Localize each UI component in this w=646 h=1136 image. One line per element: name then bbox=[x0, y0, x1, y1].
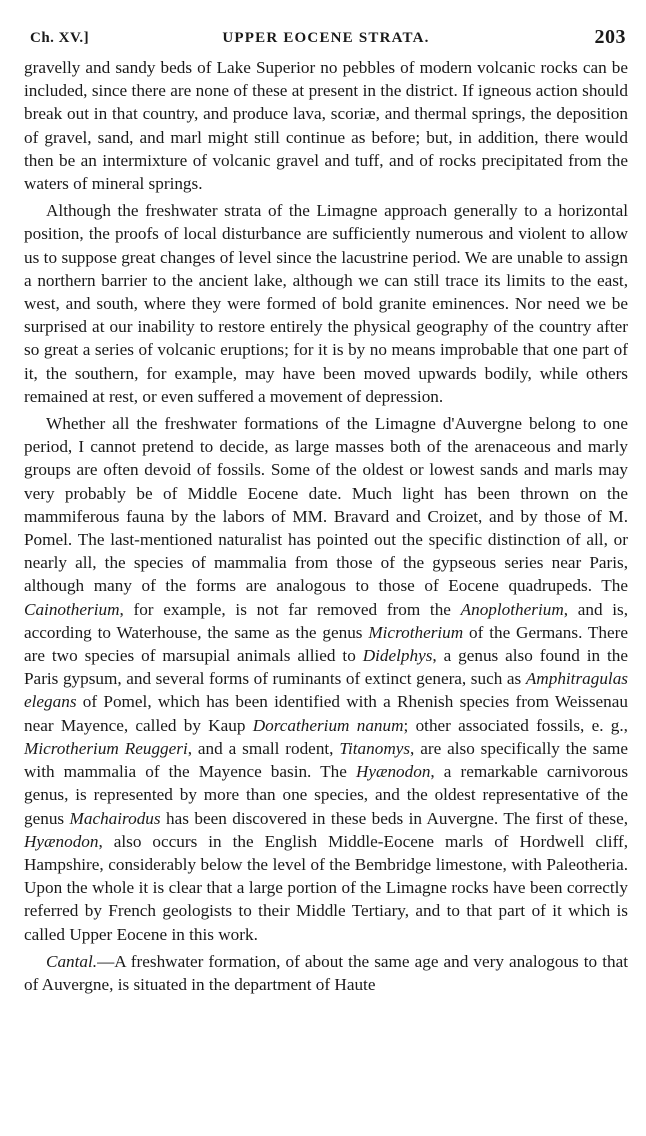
text-run: , and a small rodent, bbox=[187, 738, 340, 758]
text-run: Although the freshwater strata of the Limagne approach generally to a horizontal position, the proofs of local disturbance are sufficiently numerous and violent to allow us to suppose great changes of level since the lacustrine period. We are unable to assign a northern barrier to the ancient lake, although we can still trace its limits to the east, west, and south, where they were formed of bold granite eminences. Nor need we be surprised at our inability to restore entirely the physical geography of the country after so great a series of volcanic eruptions; for it is by no means improbable that one part of it, the southern, for example, may have been moved upwards bodily, while others remained at rest, or even suffered a movement of depression. bbox=[24, 201, 628, 406]
italic-term: Titanomys bbox=[339, 738, 411, 758]
text-run: , a remarkable carnivorous genus, is represented by more than one species, and the oldest representative of the genus bbox=[24, 762, 629, 828]
chapter-label: Ch. XV.] bbox=[30, 30, 90, 46]
italic-term: Cainotherium bbox=[24, 599, 120, 619]
text-run: —A freshwater formation, of about the same age and very analogous to that of Auvergne, is situated in the department of Haute bbox=[24, 951, 628, 994]
italic-term: Microtherium Reuggeri bbox=[24, 738, 188, 758]
text-run: of the Germans. There are two species of marsupial animals allied to bbox=[24, 622, 629, 666]
text-run: , a genus also found in the Paris gypsum, and several forms of ruminants of extinct genera, such as bbox=[24, 646, 628, 689]
text-run: has been discovered in these beds in Auvergne. The first of these, bbox=[160, 808, 628, 828]
paragraph-1 bbox=[24, 56, 628, 195]
italic-term: Hyænodon bbox=[355, 762, 431, 782]
text-run: , are also specifically the same with mammalia of the Mayence basin. The bbox=[24, 738, 628, 782]
running-title: UPPER EOCENE STRATA. bbox=[222, 30, 430, 46]
text-run: ; other associated fossils, e. g., bbox=[403, 715, 628, 735]
italic-term: Anoplotherium bbox=[460, 599, 564, 619]
italic-term: Cantal. bbox=[46, 951, 98, 971]
italic-term: Dorcatherium nanum bbox=[252, 715, 404, 735]
italic-term: Hyænodon bbox=[24, 831, 99, 851]
text-run: gravelly and sandy beds of Lake Superior no pebbles of modern volcanic rocks can be included, since there are none of these at present in the district. If igneous action should break out in that country, and produce lava, scoriæ, and thermal springs, the deposition of gravel, sand, and marl might still continue as before; but, in addition, there would then be an intermixture of volcanic gravel and tuff, and of rocks precipitated from the waters of mineral springs. bbox=[24, 58, 628, 194]
italic-term: Machairodus bbox=[69, 808, 161, 828]
paragraph-4 bbox=[24, 950, 628, 996]
text-run: , for example, is not far removed from the bbox=[119, 599, 461, 619]
paragraph-3 bbox=[24, 412, 628, 946]
page-number: 203 bbox=[594, 26, 626, 48]
book-page bbox=[24, 22, 628, 1000]
italic-term: Didelphys bbox=[362, 646, 433, 666]
text-run: Whether all the freshwater formations of the Limagne d'Auvergne belong to one period, I cannot pretend to decide, as large masses both of the arenaceous and marly groups are often devoid of fossils. Some of the oldest or lowest sands and marls may very probably be of Middle Eocene date. Much light has been thrown on the mammiferous fauna by the labors of MM. Bravard and Croizet, and by those of M. Pomel. The last-mentioned naturalist has pointed out the specific distinction of all, or nearly all, the species of mammalia from those of the gypseous series near Paris, although many of the forms are analogous to those of Eocene quadrupeds. The bbox=[24, 414, 628, 596]
paragraph-2 bbox=[24, 199, 628, 408]
body-text bbox=[24, 56, 628, 996]
italic-term: Amphitragulas elegans bbox=[24, 669, 628, 712]
text-run: , also occurs in the English Middle-Eocene marls of Hordwell cliff, Hampshire, considerably below the level of the Bembridge limestone, with Paleotheria. Upon the whole it is clear that a large portion of the Limagne rocks have been correctly referred by French geologists to their Middle Tertiary, and to that part of it which is called Upper Eocene in this work. bbox=[24, 831, 628, 944]
italic-term: Microtherium bbox=[368, 622, 464, 642]
text-run: , and is, according to Waterhouse, the same as the genus bbox=[24, 599, 628, 642]
running-header bbox=[24, 22, 628, 56]
text-run: of Pomel, which has been identified with a Rhenish species from Weissenau near Mayence, called by Kaup bbox=[24, 692, 628, 735]
